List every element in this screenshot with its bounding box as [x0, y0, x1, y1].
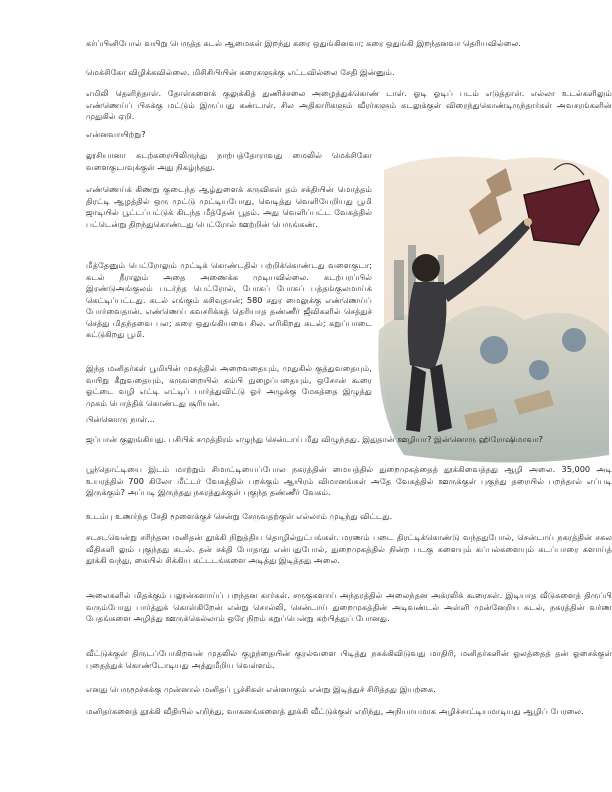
- paragraph-japan: ஜப்பான் குலுங்கியது. பசிபிக் சமுத்திரம் எழுந்து சென்டாய் மீது விழுந்தது. இதுதான் ஊழியா? இன்னொரு ஹிரோஷிமாவா?: [86, 434, 543, 444]
- paragraph-drilling: எண்ணெய்க் கிணறு குடைந்த ஆழ்துளைக் கருவிகள் தம் சக்தியின் மொத்தம் திரட்டி ஆழத்தில் ஒரு முட்டு முட்டியபோது, வெடித்து வெளியேறியது பூமி ஜாடியில் பூட்டப்பட்டுக் கிடந்த மீத்தேன் பூதம். அது வெளிப்பட்ட வேகத்தில் பட்டென்று திறந்துகொண்டது பெட்ரோல் ஊற்றின் பெருங்கண்.: [86, 184, 372, 229]
- paragraph-mexico-unaware: மெக்சிகோ விழிக்கவில்லை. மிசிசிபியின் கரைகளுக்கு எட்டவில்லை சேதி இன்னும்.: [86, 67, 395, 77]
- paragraph-sea-turtles: கர்ப்பினிபோல் வயிறு பெருத்த கடல் ஆமைகள் இறந்து கரை ஒதுங்கினவா; கரை ஒதுங்கி இறந்தனவா தெரியவில்லை.: [86, 38, 522, 48]
- paragraph-collapse: சடசடவென்று சரிந்தன மனிதன் தூக்கி நிறுத்திய தொழில்நுட்பங்கள். மரணம் படை திரட்டிக்கொண்டு வந்ததுபோல், சென்டாய் நகரத்தின் சகல வீதிகளி லும் புகுந்தது கடல். தன் சக்தி போதாது என்பதுபோல், துறைமுகத்தில் நின்ற படகு களையும் கப்பல்களையும் கடப்பாரை களாய்த் தூக்கி வந்து, கையில் சிக்கிய கட்டடங்களை அடித்து இடித்தது அலை.: [86, 532, 612, 565]
- paragraph-tsunami: மனிதர்களைத் தூக்கி வீதியில் எறிந்து, வாகனங்களைத் தூக்கி வீட்டுக்குள் எறிந்து, அநியாயமாக அழிச்சாட்டியமாடியது ஆழிப் பேரலை.: [86, 706, 584, 716]
- paragraph-cars-balloons: அலைகளில் மிதக்கும் பலூன்களாய்ப் பறந்தன கார்கள். சருகுகளாய் அந்தரத்தில் அலைந்தன அக்ரலிக் கூரைகள். இடியாத வீடுகளைத் திருப்பி வரும்போது பார்த்துக் கொள்கிறேன் என்று சொல்லி, சென்டாய் துறைமுகத்தின் அடிவண்டல் அள்ளி முன்னேறிய கடல், நகரத்தின் வர்ண பேதங்களை அழித்து ஊருக்கெல்லாம் ஒரே நிறம் கறுப்பென்று கற்பித்துப் போனது.: [86, 590, 612, 623]
- paragraph-emily: எமிலி தெளிந்தாள். தோள்களைக் குலுக்கித் துணிச்சலை அழைத்துக்கொண் டாள். ஓடி ஓடிப் படம் எடுத்தாள். எல்லா உடல்களிலும் எண்ணெய்ப் பிசுக்கு மட்டும் இருப்பது கண்டாள். சில அதிகாரிகளும் வீரர்களும் கடலுக்குள் விரைந்துகொண்டிருந்தார்கள் அவசரங்களின் முதுகில் ஏறி.: [86, 88, 612, 121]
- paragraph-brain: உடம்பு உணர்ந்த சேதி மூளைக்குச் சென்று சேருவதற்குள் எல்லாம் முடிந்து விட்டது.: [86, 511, 393, 521]
- paragraph-nature-laughs: எனது பெருமூச்சுக்கு முன்னால் மனிதப் பூச்சிகள் என்னாகும் என்று இடித்துச் சிரித்தது இயற்கை.: [86, 684, 436, 694]
- paragraph-sun: இந்த மனிதர்கள் பூமியின் முகத்தில் அறைவதையும், முதுகில் குத்துவதையும், வயிறு கீறுவதையும், கருவறையில் கம்பி நுழைப்பதையும், ஒசோன் கூரை ஓட்டை வழி எட்டி எட்டிப் பார்த்துவிட்டு ஓர் அழுக்கு மேகத்தை இழுத்து முகம் பொத்திக் கொண்டது சூரியன்.: [86, 363, 372, 408]
- paragraph-what-happened: என்னவாயிற்று?: [86, 129, 146, 139]
- paragraph-flowerpot: பூந்தொட்டியை இடம் மாற்றும் சிமாட்டியைப்போல நகரத்தின் மையத்தில் துறைமுகத்தைத் தூக்கிவைத்தது ஆழி அலை. 35,000 அடி உயரத்தில் 700 கிலோ மீட்டர் வேகத்தில் பறக்கும் ஆயிரம் விமானங்கள் அதே வேகத்தில் ஊருக்குள் புகுந்து தரையில் பறந்தால் எப்படி இருக்கும்? அப்படி இருந்தது நகரத்துக்குள் புகுந்த தண்ணீர் வேகம்.: [86, 464, 612, 497]
- paragraph-thief: வீட்டுக்குள் திருடப்போகிறவன் முதலில் குழந்தையின் குரல்வளை பிடித்து நசுக்கிவிடுவது மாதிரி, மனிதர்களின் ஓலத்தைத் தன் ஓசைக்குள் புதைத்துக் கொண்டோடியது அத்துமீறிய வெள்ளம்.: [86, 648, 612, 670]
- paragraph-methane-fire: மீத்தேனும் பெட்ரோலும் முட்டிக் கொண்டதில் பற்றிக்கொண்டது வளைகுடா; கடல் நீராலும் அதை அணைக்க முடியவில்லை. கடற்பரப்பில் இரண்டுஅங்குலம் படர்ந்த பெட்ரோல், போகப் போகப் பத்தங்குலமாய்க் கெட்டிப்பட்டது. கடல் எங்கும் கசிவுதான்; 580 சதுர மைலுக்கு எண்ணெய்ப் போர்வைதான். எண்ணெய் கவசரிக்கத் தெரியாத தண்ணீர் ஜீவிகளில் செத்துச் செத்து மிதந்தவை பல; கரை ஒதுங்கியவை சில. எரிகிறது கடல்; கறுப்பாடை கட்டுகிறது பூமி.: [86, 260, 372, 339]
- paragraph-another-day: பின்னொரு நாள்...: [86, 414, 155, 424]
- paragraph-louisiana: லூசியானா கடற்கரையிலிருந்து நாற்பத்தோராவது மைலில் மெக்சிகோ வளைகுடாவுக்குள் அது நிகழ்ந்தது.: [86, 150, 372, 172]
- tsunami-illustration: [374, 150, 612, 470]
